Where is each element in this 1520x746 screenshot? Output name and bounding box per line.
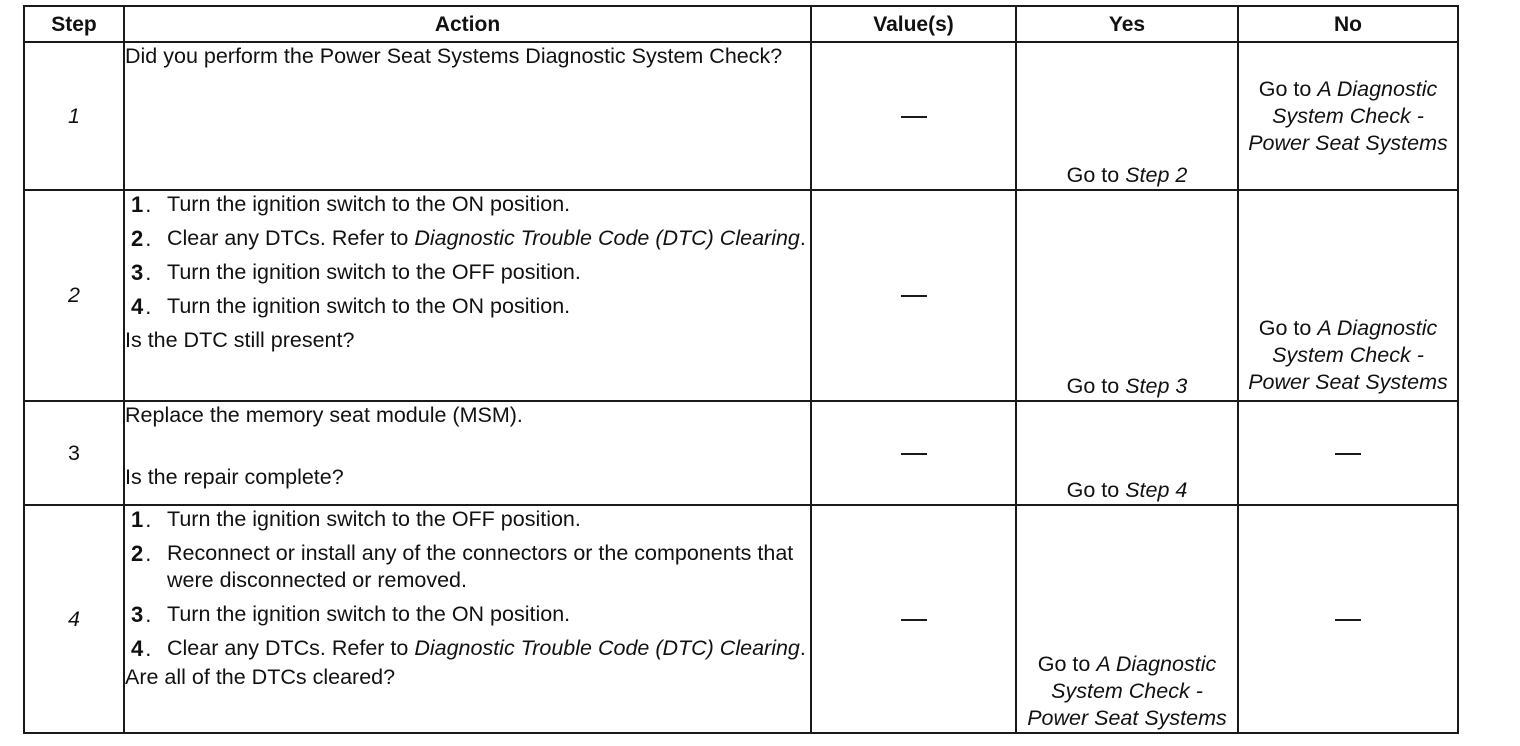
list-item [125,601,810,628]
yes-link[interactable]: Step 3 [1125,374,1188,398]
header-yes: Yes [1016,6,1238,42]
question-text: Is the repair complete? [125,465,344,489]
substep-list [125,191,810,320]
yes-cell [1016,401,1238,505]
substep-text: Turn the ignition switch to the OFF position. [167,507,581,531]
no-cell [1238,401,1458,505]
question-text: Is the DTC still present? [125,328,355,352]
diagnostic-table [23,5,1459,734]
yes-link[interactable]: Step 4 [1125,478,1188,502]
yes-prefix: Go to [1066,163,1126,187]
action-cell [124,505,811,733]
no-prefix: Go to [1258,316,1318,340]
substep-list [125,506,810,662]
yes-action[interactable] [1061,374,1194,398]
list-item [125,259,810,286]
action-cell [124,401,811,505]
step-number-cell [24,42,124,190]
substep-text: Turn the ignition switch to the ON position. [167,192,571,216]
step-number: 2 [68,283,80,307]
substep-tail: . [799,226,806,250]
step-number-cell [24,190,124,401]
list-item [125,540,810,594]
substep-number: 3 . [131,601,151,628]
header-action: Action [124,6,811,42]
header-values: Value(s) [811,6,1016,42]
table-row [24,505,1458,733]
substep-number: 2 . [131,225,151,252]
value-cell [811,42,1016,190]
value-cell [811,190,1016,401]
substep-number: 2 . [131,540,151,567]
substep-number: 4 . [131,635,151,662]
no-link[interactable]: A Diagnostic System Check - Power Seat Systems [1248,76,1448,155]
substep-number: 4 . [131,293,151,320]
substep-text: Turn the ignition switch to the ON position. [167,602,571,626]
list-item [125,225,810,252]
step-number-cell [24,401,124,505]
empty-value-dash [901,295,927,297]
value-cell [811,505,1016,733]
action-cell [124,190,811,401]
table-row [24,42,1458,190]
no-cell [1238,42,1458,190]
value-cell [811,401,1016,505]
step-number: 1 [68,103,80,128]
yes-prefix: Go to [1066,374,1126,398]
header-no: No [1238,6,1458,42]
step-number: 4 [68,606,80,631]
substep-number: 1 . [131,506,151,533]
substep-text: Clear any DTCs. Refer to [167,636,415,660]
list-item [125,293,810,320]
list-item [125,506,810,533]
substep-text: Turn the ignition switch to the ON position. [167,294,571,318]
empty-value-dash [901,619,927,621]
yes-action[interactable] [1017,651,1237,732]
list-item [125,635,810,662]
empty-no-dash [1335,453,1361,455]
empty-value-dash [901,116,927,118]
no-cell [1238,190,1458,401]
header-row [24,6,1458,42]
question-text: Are all of the DTCs cleared? [125,665,396,689]
substep-link[interactable]: Diagnostic Trouble Code (DTC) Clearing [414,636,800,660]
substep-tail: . [799,636,806,660]
substep-number: 1 . [131,191,151,218]
substep-text: Clear any DTCs. Refer to [167,226,415,250]
action-cell [124,42,811,190]
no-cell [1238,505,1458,733]
yes-link[interactable]: Step 2 [1125,163,1188,187]
substep-text: Reconnect or install any of the connectors or the components that were disconnected or removed. [167,541,794,592]
substep-text: Turn the ignition switch to the OFF position. [167,260,581,284]
substep-number: 3 . [131,259,151,286]
yes-link[interactable]: A Diagnostic System Check - Power Seat Systems [1027,652,1227,730]
empty-value-dash [901,453,927,455]
yes-cell [1016,42,1238,190]
no-prefix: Go to [1258,76,1318,101]
yes-action[interactable] [1061,478,1194,502]
action-text: Did you perform the Power Seat Systems Diagnostic System Check? [125,44,783,68]
no-link[interactable]: A Diagnostic System Check - Power Seat Systems [1248,316,1448,394]
step-number: 3 [68,440,80,465]
yes-action[interactable] [1061,163,1194,187]
action-text: Replace the memory seat module (MSM). [125,403,523,427]
yes-prefix: Go to [1066,478,1126,502]
empty-no-dash [1335,619,1361,621]
table-row [24,190,1458,401]
no-action[interactable] [1239,76,1457,157]
table-row [24,401,1458,505]
yes-cell [1016,505,1238,733]
header-step: Step [24,6,124,42]
yes-cell [1016,190,1238,401]
step-number-cell [24,505,124,733]
substep-link[interactable]: Diagnostic Trouble Code (DTC) Clearing [414,226,800,250]
list-item [125,191,810,218]
yes-prefix: Go to [1037,652,1097,676]
no-action[interactable] [1239,315,1457,396]
